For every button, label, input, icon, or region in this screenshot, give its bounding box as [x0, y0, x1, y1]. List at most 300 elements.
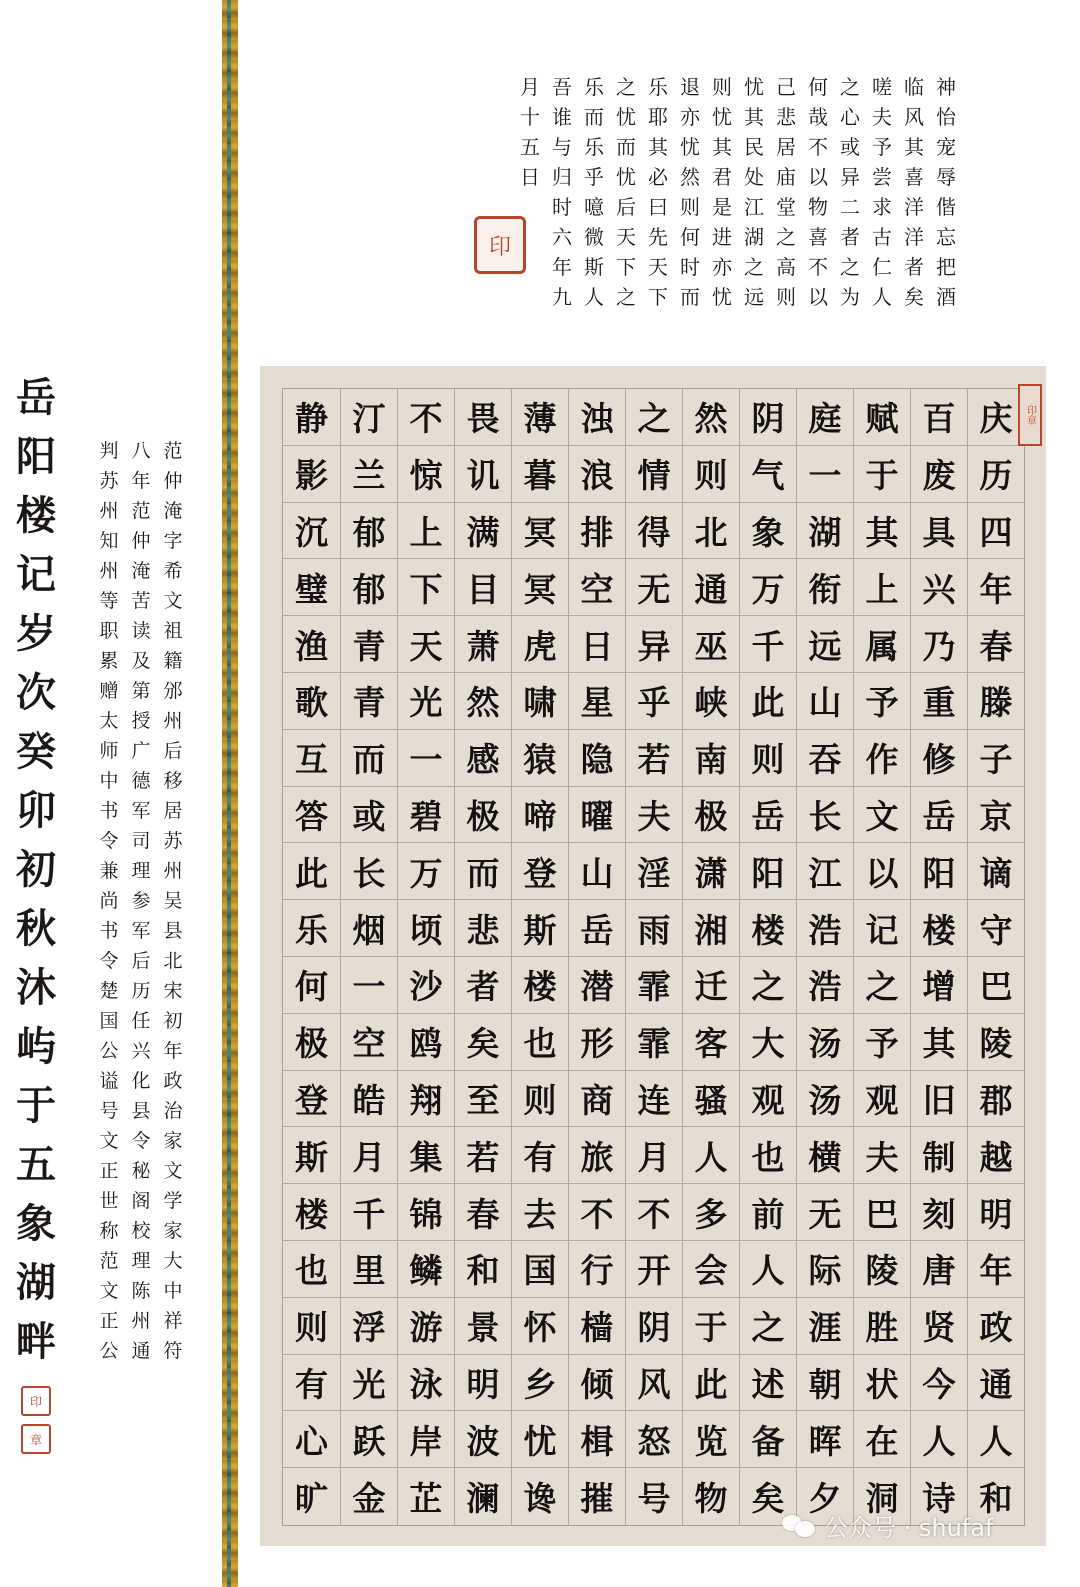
note-char: 祖	[163, 620, 183, 642]
note-char: 谥	[99, 1070, 119, 1092]
grid-cell: 锦	[398, 1184, 454, 1241]
grid-cell: 暮	[512, 446, 568, 503]
note-char: 八	[131, 440, 151, 462]
grid-cell: 霏	[626, 1014, 682, 1071]
grid-cell: 年	[968, 559, 1024, 616]
grid-cell: 乎	[626, 673, 682, 730]
postscript-char: 之	[840, 75, 860, 99]
postscript-char: 归	[552, 165, 572, 189]
postscript-char: 求	[872, 195, 892, 219]
note-char: 号	[99, 1100, 119, 1122]
postscript-char: 忘	[936, 225, 956, 249]
postscript-char: 微	[584, 225, 604, 249]
grid-cell: 横	[797, 1127, 853, 1184]
note-char: 后	[131, 950, 151, 972]
grid-cell: 怒	[626, 1411, 682, 1468]
note-char: 县	[131, 1100, 151, 1122]
text-column	[835, 72, 865, 312]
grid-cell: 也	[283, 1241, 340, 1298]
grid-cell: 或	[341, 787, 397, 844]
postscript-char: 何	[808, 75, 828, 99]
grid-cell: 人	[968, 1411, 1024, 1468]
text-column	[931, 72, 961, 312]
note-char: 司	[131, 830, 151, 852]
note-char: 理	[131, 1250, 151, 1272]
note-char: 仲	[131, 530, 151, 552]
grid-cell: 潜	[569, 957, 625, 1014]
postscript-char: 异	[840, 165, 860, 189]
grid-cell: 滕	[968, 673, 1024, 730]
postscript-char: 君	[712, 165, 732, 189]
text-column	[739, 72, 769, 312]
grid-cell: 浩	[797, 957, 853, 1014]
note-char: 知	[99, 530, 119, 552]
grid-cell: 制	[911, 1127, 967, 1184]
note-char: 军	[131, 800, 151, 822]
grid-cell: 商	[569, 1071, 625, 1128]
postscript-char: 庙	[776, 165, 796, 189]
grid-cell: 夫	[626, 787, 682, 844]
grid-cell: 无	[626, 559, 682, 616]
grid-cell: 四	[968, 503, 1024, 560]
text-column	[94, 436, 124, 1362]
grid-cell: 气	[740, 446, 796, 503]
grid-cell: 远	[797, 616, 853, 673]
grid-cell: 楼	[740, 900, 796, 957]
postscript-char: 后	[616, 195, 636, 219]
note-char: 字	[163, 530, 183, 552]
grid-cell: 摧	[580, 1479, 614, 1519]
grid-cell: 其	[911, 1014, 967, 1071]
artist-seals	[20, 1386, 52, 1454]
grid-cell: 情	[626, 446, 682, 503]
grid-cell: 人	[740, 1241, 796, 1298]
note-char: 淹	[131, 560, 151, 582]
grid-cell: 年	[968, 1241, 1024, 1298]
note-char: 移	[163, 770, 183, 792]
postscript-char: 哉	[808, 105, 828, 129]
text-column	[454, 389, 511, 1525]
grid-cell: 鳞	[398, 1241, 454, 1298]
seal-stamp: 章	[21, 1424, 51, 1454]
grid-cell: 景	[455, 1298, 511, 1355]
grid-cell: 大	[740, 1014, 796, 1071]
note-char: 邠	[163, 680, 183, 702]
grid-cell: 浊	[569, 389, 625, 446]
postscript-char: 时	[680, 255, 700, 279]
postscript-char: 偕	[936, 195, 956, 219]
postscript-char: 是	[712, 195, 732, 219]
postscript-char: 则	[712, 75, 732, 99]
grid-cell: 畏	[455, 389, 511, 446]
grid-cell: 备	[740, 1411, 796, 1468]
grid-cell: 巫	[683, 616, 739, 673]
wechat-icon	[782, 1511, 816, 1539]
postscript-char: 则	[776, 285, 796, 309]
note-char: 年	[163, 1040, 183, 1062]
grid-cell: 楼	[911, 900, 967, 957]
grid-cell: 人	[683, 1127, 739, 1184]
grid-cell: 斯	[283, 1127, 340, 1184]
postscript-char: 之	[840, 255, 860, 279]
grid-cell: 守	[968, 900, 1024, 957]
postscript-char: 不	[808, 255, 828, 279]
postscript-char: 则	[680, 195, 700, 219]
grid-cell: 夫	[854, 1127, 910, 1184]
note-char: 范	[163, 440, 183, 462]
note-char: 宋	[163, 980, 183, 1002]
postscript-char: 矣	[904, 285, 924, 309]
note-char: 文	[99, 1280, 119, 1302]
grid-cell: 旅	[569, 1127, 625, 1184]
grid-cell: 静	[283, 389, 340, 446]
note-char: 参	[131, 890, 151, 912]
grid-cell: 岳	[569, 900, 625, 957]
note-char: 州	[99, 500, 119, 522]
postscript-char: 九	[552, 285, 572, 309]
postscript-char: 不	[808, 135, 828, 159]
note-char: 尚	[99, 890, 119, 912]
grid-cell: 风	[626, 1355, 682, 1412]
grid-cell: 乡	[512, 1355, 568, 1412]
grid-cell: 雨	[626, 900, 682, 957]
title-char: 岳	[16, 374, 56, 421]
grid-cell: 庭	[797, 389, 853, 446]
title-char: 于	[16, 1082, 56, 1129]
grid-cell: 巴	[968, 957, 1024, 1014]
grid-cell: 歌	[283, 673, 340, 730]
grid-cell: 长	[341, 843, 397, 900]
text-column	[397, 389, 454, 1525]
grid-cell: 之	[740, 957, 796, 1014]
grid-cell: 岳	[911, 787, 967, 844]
note-char: 州	[163, 860, 183, 882]
postscript-char: 湖	[744, 225, 764, 249]
note-char: 太	[99, 710, 119, 732]
grid-cell: 然	[683, 389, 739, 446]
postscript-char: 喜	[904, 165, 924, 189]
postscript-char: 先	[648, 225, 668, 249]
grid-cell: 光	[341, 1355, 397, 1412]
biography-notes	[94, 436, 188, 1362]
grid-cell: 上	[854, 559, 910, 616]
title-char: 卯	[16, 787, 56, 834]
note-char: 读	[131, 620, 151, 642]
grid-cell: 翔	[398, 1071, 454, 1128]
note-char: 历	[131, 980, 151, 1002]
grid-cell: 空	[341, 1014, 397, 1071]
grid-cell: 乐	[283, 900, 340, 957]
grid-cell: 通	[968, 1355, 1024, 1412]
grid-cell: 冥	[512, 503, 568, 560]
postscript-char: 宠	[936, 135, 956, 159]
grid-cell: 渔	[283, 616, 340, 673]
grid-cell: 登	[512, 843, 568, 900]
grid-cell: 淫	[626, 843, 682, 900]
text-column	[910, 389, 967, 1525]
postscript-char: 仁	[872, 255, 892, 279]
note-char: 公	[99, 1040, 119, 1062]
grid-cell: 万	[398, 843, 454, 900]
grid-cell: 阳	[740, 843, 796, 900]
grid-cell: 猿	[512, 730, 568, 787]
note-char: 军	[131, 920, 151, 942]
postscript-char: 堂	[776, 195, 796, 219]
grid-cell: 行	[569, 1241, 625, 1298]
grid-cell: 浩	[797, 900, 853, 957]
grid-cell: 岳	[740, 787, 796, 844]
grid-cell: 此	[740, 673, 796, 730]
grid-cell: 隐	[569, 730, 625, 787]
grid-cell: 诗	[922, 1479, 956, 1519]
postscript-char: 夫	[872, 105, 892, 129]
postscript-char: 下	[648, 285, 668, 309]
title-char: 岁	[16, 610, 56, 657]
postscript-char: 而	[616, 135, 636, 159]
grid-cell: 目	[455, 559, 511, 616]
text-column	[675, 72, 705, 312]
grid-cell: 在	[854, 1411, 910, 1468]
grid-cell: 一	[797, 446, 853, 503]
grid-cell: 陵	[968, 1014, 1024, 1071]
note-char: 苏	[163, 830, 183, 852]
grid-cell: 上	[398, 503, 454, 560]
postscript-char: 必	[648, 165, 668, 189]
grid-cell: 极	[283, 1014, 340, 1071]
grid-cell: 霏	[626, 957, 682, 1014]
grid-cell: 春	[455, 1184, 511, 1241]
postscript-char: 二	[840, 195, 860, 219]
grid-cell: 长	[797, 787, 853, 844]
grid-cell: 越	[968, 1127, 1024, 1184]
grid-cell: 属	[854, 616, 910, 673]
grid-cell: 游	[398, 1298, 454, 1355]
grid-cell: 波	[455, 1411, 511, 1468]
note-char: 家	[163, 1130, 183, 1152]
note-char: 第	[131, 680, 151, 702]
note-char: 等	[99, 590, 119, 612]
note-char: 居	[163, 800, 183, 822]
grid-cell: 得	[626, 503, 682, 560]
grid-cell: 烟	[341, 900, 397, 957]
postscript-char: 噫	[584, 195, 604, 219]
grid-cell: 述	[740, 1355, 796, 1412]
grid-cell: 具	[911, 503, 967, 560]
postscript-char: 心	[840, 105, 860, 129]
note-char: 授	[131, 710, 151, 732]
grid-cell: 跃	[341, 1411, 397, 1468]
text-column	[739, 389, 796, 1525]
grid-cell: 也	[512, 1014, 568, 1071]
grid-cell: 客	[683, 1014, 739, 1071]
title-char: 沐	[16, 964, 56, 1011]
grid-cell: 顷	[398, 900, 454, 957]
note-char: 兴	[131, 1040, 151, 1062]
note-char: 治	[163, 1100, 183, 1122]
text-column	[625, 389, 682, 1525]
grid-cell: 观	[740, 1071, 796, 1128]
silk-mount-strip	[222, 0, 238, 1587]
grid-cell: 里	[341, 1241, 397, 1298]
note-char: 中	[99, 770, 119, 792]
postscript-char: 吾	[552, 75, 572, 99]
title-char: 五	[16, 1141, 56, 1188]
grid-cell: 胜	[854, 1298, 910, 1355]
postscript-text	[515, 72, 961, 312]
grid-cell: 有	[283, 1355, 340, 1412]
grid-cell: 满	[455, 503, 511, 560]
grid-cell: 不	[626, 1184, 682, 1241]
postscript-char: 日	[520, 165, 540, 189]
postscript-char: 物	[808, 195, 828, 219]
postscript-char: 乐	[584, 75, 604, 99]
note-char: 书	[99, 800, 119, 822]
grid-cell: 象	[740, 503, 796, 560]
calligraphy-grid	[282, 388, 1025, 1526]
grid-cell: 樯	[569, 1298, 625, 1355]
grid-cell: 状	[854, 1355, 910, 1412]
postscript-char: 者	[904, 255, 924, 279]
grid-cell: 国	[512, 1241, 568, 1298]
note-char: 世	[99, 1190, 119, 1212]
grid-paper	[260, 366, 1046, 1546]
grid-cell: 怀	[512, 1298, 568, 1355]
grid-cell: 废	[911, 446, 967, 503]
postscript-char: 或	[840, 135, 860, 159]
grid-cell: 于	[683, 1298, 739, 1355]
note-char: 公	[99, 1340, 119, 1362]
grid-cell: 空	[569, 559, 625, 616]
grid-cell: 湘	[683, 900, 739, 957]
grid-cell: 皓	[341, 1071, 397, 1128]
grid-cell: 涯	[797, 1298, 853, 1355]
postscript-char: 谁	[552, 105, 572, 129]
grid-cell: 湖	[797, 503, 853, 560]
note-char: 苏	[99, 470, 119, 492]
grid-cell: 朝	[797, 1355, 853, 1412]
grid-cell: 登	[283, 1071, 340, 1128]
grid-cell: 赋	[854, 389, 910, 446]
grid-cell: 兴	[911, 559, 967, 616]
note-char: 兼	[99, 860, 119, 882]
grid-cell: 异	[626, 616, 682, 673]
grid-cell: 子	[968, 730, 1024, 787]
grid-cell: 谗	[523, 1479, 557, 1519]
watermark-text: 公众号 · shufaf	[824, 1513, 994, 1542]
grid-cell: 旧	[911, 1071, 967, 1128]
grid-cell: 洞	[865, 1479, 899, 1519]
text-column	[579, 72, 609, 312]
grid-cell: 谪	[968, 843, 1024, 900]
postscript-char: 临	[904, 75, 924, 99]
grid-cell: 下	[398, 559, 454, 616]
grid-cell: 至	[455, 1071, 511, 1128]
grid-cell: 不	[569, 1184, 625, 1241]
grid-cell: 南	[683, 730, 739, 787]
grid-cell: 人	[911, 1411, 967, 1468]
grid-cell: 文	[854, 787, 910, 844]
grid-cell: 连	[626, 1071, 682, 1128]
note-char: 文	[163, 1160, 183, 1182]
postscript-char: 斯	[584, 255, 604, 279]
grid-cell: 若	[626, 730, 682, 787]
grid-cell: 刻	[911, 1184, 967, 1241]
postscript-char: 进	[712, 225, 732, 249]
note-char: 符	[163, 1340, 183, 1362]
note-char: 令	[131, 1130, 151, 1152]
grid-cell: 于	[854, 446, 910, 503]
grid-cell: 观	[854, 1071, 910, 1128]
grid-cell: 楫	[569, 1411, 625, 1468]
note-char: 书	[99, 920, 119, 942]
postscript-char: 而	[584, 105, 604, 129]
grid-cell: 和	[455, 1241, 511, 1298]
grid-cell: 则	[683, 446, 739, 503]
grid-cell: 作	[854, 730, 910, 787]
postscript-char: 予	[872, 135, 892, 159]
grid-cell: 前	[740, 1184, 796, 1241]
text-column	[283, 389, 340, 1525]
title-char: 阳	[16, 433, 56, 480]
grid-cell: 无	[797, 1184, 853, 1241]
grid-cell: 虎	[512, 616, 568, 673]
postscript-char: 忧	[680, 135, 700, 159]
postscript-char: 与	[552, 135, 572, 159]
grid-cell: 者	[455, 957, 511, 1014]
postscript-char: 人	[872, 285, 892, 309]
grid-cell: 骚	[683, 1071, 739, 1128]
postscript-char: 辱	[936, 165, 956, 189]
grid-cell: 则	[740, 730, 796, 787]
postscript-char: 悲	[776, 105, 796, 129]
postscript-char: 江	[744, 195, 764, 219]
grid-cell: 吞	[797, 730, 853, 787]
note-char: 国	[99, 1010, 119, 1032]
note-char: 校	[131, 1220, 151, 1242]
grid-cell: 曜	[569, 787, 625, 844]
grid-cell: 浮	[341, 1298, 397, 1355]
postscript-char: 忧	[712, 285, 732, 309]
postscript-char: 然	[680, 165, 700, 189]
postscript-char: 六	[552, 225, 572, 249]
grid-cell: 金	[352, 1479, 386, 1519]
grid-cell: 多	[683, 1184, 739, 1241]
grid-cell: 峡	[683, 673, 739, 730]
grid-cell: 予	[854, 673, 910, 730]
note-char: 任	[131, 1010, 151, 1032]
note-char: 累	[99, 650, 119, 672]
postscript-char: 之	[776, 225, 796, 249]
note-char: 职	[99, 620, 119, 642]
text-column	[796, 389, 853, 1525]
grid-cell: 郁	[341, 559, 397, 616]
grid-cell: 排	[569, 503, 625, 560]
note-char: 师	[99, 740, 119, 762]
grid-cell: 京	[968, 787, 1024, 844]
grid-cell: 百	[911, 389, 967, 446]
note-char: 范	[131, 500, 151, 522]
postscript-char: 高	[776, 255, 796, 279]
grid-cell: 影	[283, 446, 340, 503]
text-column	[899, 72, 929, 312]
note-char: 秘	[131, 1160, 151, 1182]
postscript-char: 乐	[648, 75, 668, 99]
note-char: 理	[131, 860, 151, 882]
grid-cell: 青	[341, 616, 397, 673]
grid-cell: 形	[569, 1014, 625, 1071]
grid-cell: 何	[283, 957, 340, 1014]
grid-cell: 此	[683, 1355, 739, 1412]
